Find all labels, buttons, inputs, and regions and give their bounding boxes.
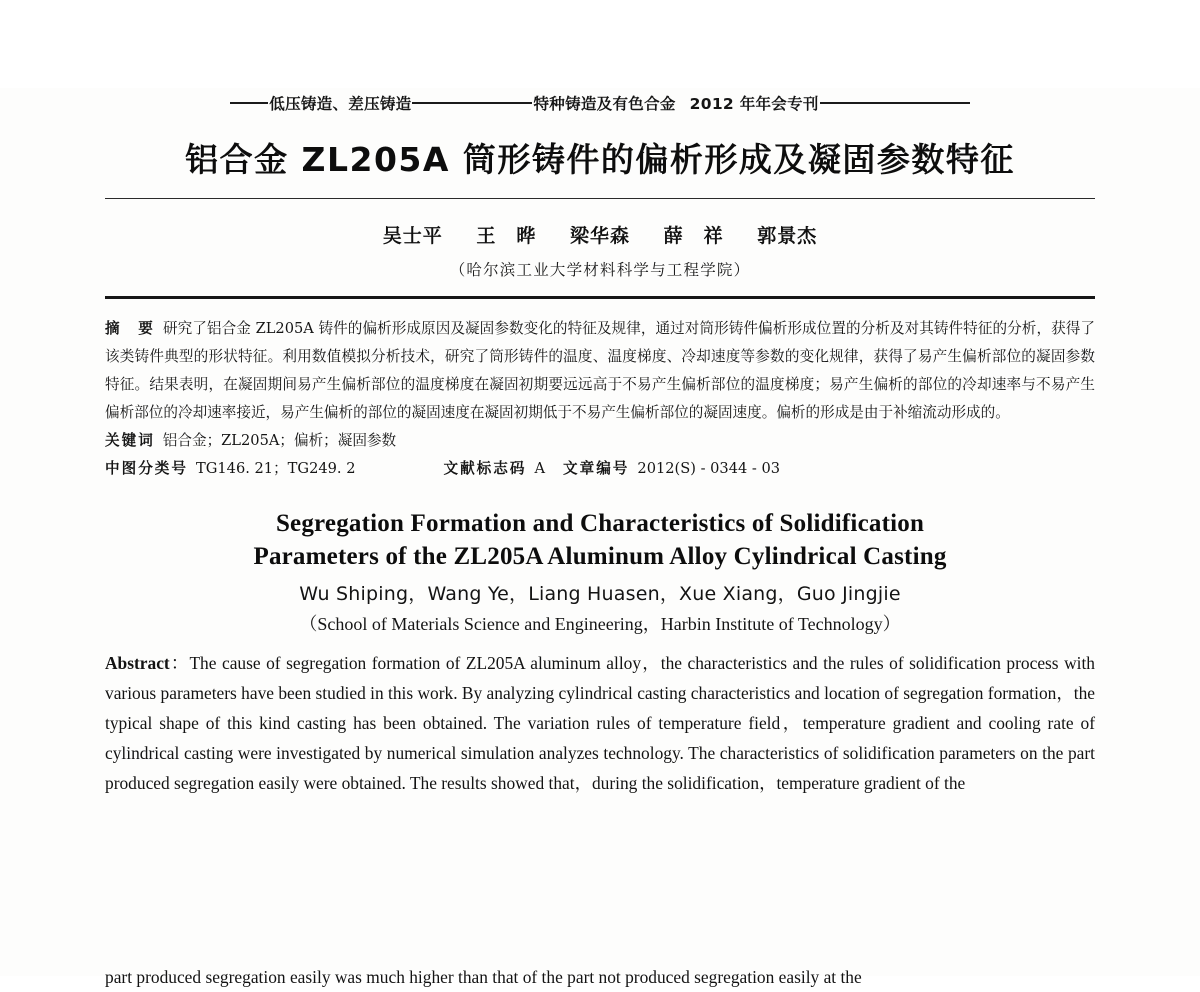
affiliation-en: （School of Materials Science and Engineering，Harbin Institute of Technology） (299, 614, 901, 635)
abstract-en-separator: ： (169, 653, 190, 674)
header-left-text: 低压铸造、差压铸造 (269, 95, 412, 113)
title-en-line-1: Segregation Formation and Characteristics of Solidification (275, 510, 925, 538)
abstract-en-body: The cause of segregation formation of ZL205A aluminum alloy，the characteristics and the rules of solidification process with various parameters have been studied in this work. By analyzing cylindrical casting characteristics and location of segregation formation，the typical shape of this kind casting has been obtained. The variation rules of temperature field，temperature gradient and cooling rate of cylindrical casting were investigated by numerical simulation analyzes technology. The characteristics of solidification parameters on the part produced segregation easily were obtained. The results showed that，during the solidification，temperature gradient of the (105, 653, 1095, 794)
author-name: 薛 祥 (663, 225, 724, 248)
abstract-en-label: Abstract (105, 653, 170, 674)
author-name: 吴士平 (382, 225, 443, 248)
title-divider (105, 198, 1095, 199)
page-title: 铝合金 ZL205A 筒形铸件的偏析形成及凝固参数特征 (185, 140, 1015, 179)
clc-value: TG146. 21；TG249. 2 (195, 460, 356, 478)
abstract-divider-group (105, 296, 1095, 299)
article-id-value: 2012(S) - 0344 - 03 (637, 460, 781, 478)
author-name: 王 晔 (476, 225, 537, 248)
document-page (0, 88, 1200, 987)
abstract-cn-paragraph (105, 315, 1095, 427)
title-en-line-2: Parameters of the ZL205A Aluminum Alloy Cylindrical Casting (253, 543, 947, 571)
keywords-cn-value: 铝合金；ZL205A；偏析；凝固参数 (162, 432, 397, 450)
article-id-label: 文章编号 (563, 460, 630, 478)
authors-en: Wu Shiping，Wang Ye，Liang Huasen，Xue Xiang，Guo Jingjie (299, 583, 901, 606)
clc-label: 中图分类号 (105, 460, 188, 478)
abstract-en (105, 648, 1095, 798)
header-right-text: 特种铸造及有色合金 (533, 95, 676, 113)
header-rule-right (820, 102, 970, 104)
header-rule-left (230, 102, 268, 104)
document-code-label: 文献标志码 (443, 460, 527, 478)
document-code-value: A (534, 460, 546, 478)
page-title-en (105, 507, 1095, 573)
abstract-divider (105, 296, 1095, 299)
author-name: 郭景杰 (757, 225, 818, 248)
abstract-en-clipped-line: part produced segregation easily was much higher than that of the part not produced segregation easily at the (105, 967, 862, 987)
abstract-cn (105, 315, 1095, 427)
author-name: 梁华森 (569, 225, 630, 248)
authors-cn (105, 221, 1095, 248)
header-rule-middle (412, 102, 532, 104)
header-issue-text: 2012 年年会专刊 (689, 95, 819, 113)
running-header (105, 88, 1095, 118)
classification-line (105, 455, 1095, 483)
keywords-cn-label: 关键词 (105, 432, 155, 450)
affiliation-cn: （哈尔滨工业大学材料科学与工程学院） (449, 261, 751, 280)
keywords-cn (105, 427, 1095, 455)
abstract-cn-label: 摘 要 (105, 320, 155, 338)
abstract-cn-body: 研究了铝合金 ZL205A 铸件的偏析形成原因及凝固参数变化的特征及规律，通过对筒形铸件偏析形成位置的分析及对其铸件特征的分析，获得了该类铸件典型的形状特征。利用数值模拟分析技术，研究了筒形铸件的温度、温度梯度、冷却速度等参数的变化规律，获得了易产生偏析部位的凝固参数特征。结果表明，在凝固期间易产生偏析部位的温度梯度在凝固初期要远远高于不易产生偏析部位的温度梯度；易产生偏析的部位的冷却速率与不易产生偏析部位的冷却速率接近，易产生偏析的部位的凝固速度在凝固初期低于不易产生偏析部位的凝固速度。偏析的形成是由于补缩流动形成的。 (105, 320, 1095, 422)
abstract-en-paragraph (105, 648, 1095, 798)
